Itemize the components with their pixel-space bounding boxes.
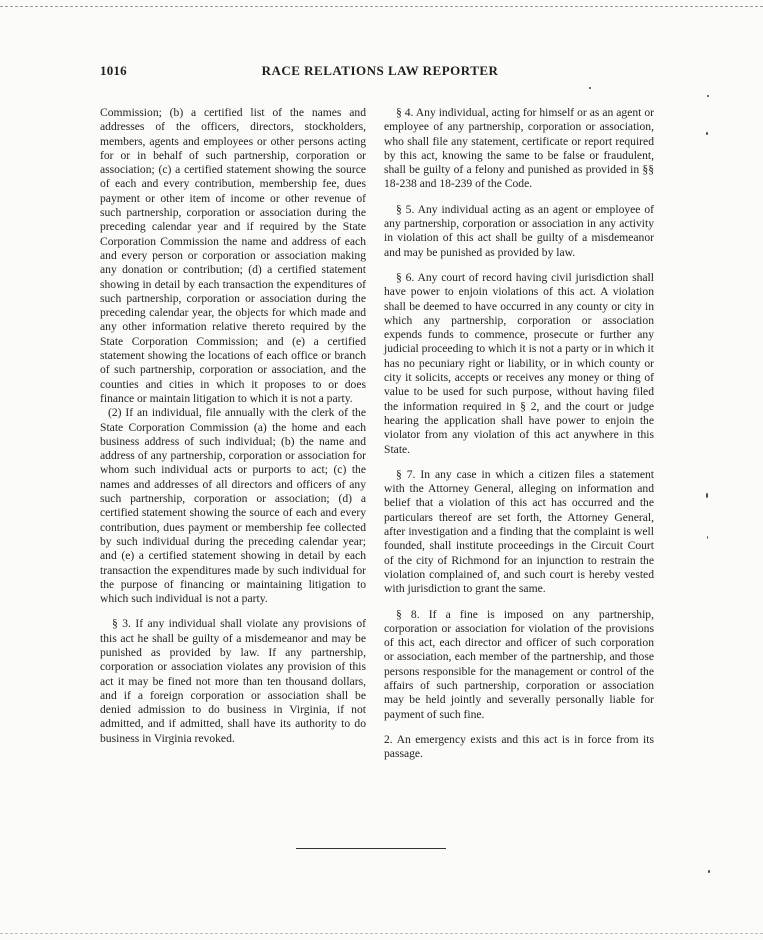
scan-speck: [707, 536, 708, 539]
scan-speck: [707, 95, 709, 97]
scan-speck: [589, 87, 591, 89]
running-head: RACE RELATIONS LAW REPORTER: [261, 63, 499, 78]
paragraph-section-4: § 4. Any individual, acting for himself or as an agent or employee of any partnership, corporation or association, who shall file any statement, certificate or report required by this act, knowing the same to be false or fraudulent, shall be guilty of a felony and punished as provided in §§ 18-238 and 18-239 of the Code.: [384, 106, 654, 191]
scan-edge-top: [0, 6, 763, 7]
paragraph-section-8: § 8. If a fine is imposed on any partnership, corporation or association for violation of the provisions of this act, each director and officer of such corporation or association, each member of the partnership, and those persons responsible for the management or control of the affairs of such partnership, corporation or association may be held jointly and severally personally liable for payment of such fine.: [384, 607, 654, 721]
scan-edge-bottom: [0, 933, 763, 934]
paragraph-section-5: § 5. Any individual acting as an agent or employee of any partnership, corporation or association in any activity in violation of this act shall be guilty of a misdemeanor and may be punished as provided by law.: [384, 202, 654, 259]
page-header: [100, 63, 660, 83]
paragraph-section-6: § 6. Any court of record having civil jurisdiction shall have power to enjoin violations of this act. A violation shall be deemed to have occurred in any county or city in which any partnership, corporation or association expends funds to commence, prosecute or further any judicial proceeding to which it is not a party or in which it has no pecuniary right or liability, or in which county or city it solicits, accepts or receives any money or thing of value to be used for such purpose, without having filed the information required in § 2, and the court or judge hearing the application shall have power to enjoin the violator from any violation of this act anywhere in this State.: [384, 270, 654, 456]
paragraph-item-2: (2) If an individual, file annually with the clerk of the State Corporation Commission (a) the home and each business address of such individual; (b) the name and address of any partnership, corporation or association for whom such individual acts or purports to act; (c) the names and addresses of all directors and officers of any such partnership, corporation or association; (d) a certified statement showing the source of each and every contribution, dues payment or membership fee collected by such individual during the preceding calendar year; and (e) a certified statement showing in detail by each transaction the expenditures made by such individual for the purpose of financing or maintaining litigation to which such individual is not a party.: [100, 406, 366, 606]
end-rule: [296, 848, 446, 849]
scan-speck: [706, 132, 708, 135]
paragraph-section-3: § 3. If any individual shall violate any provisions of this act he shall be guilty of a misdemeanor and may be punished as provided by law. If any partnership, corporation or association violates any provision of this act it may be fined not more than ten thousand dollars, and if a foreign corporation or association shall be denied admission to do business in Virginia, if not admitted, and if admitted, shall have its authority to do business in Virginia revoked.: [100, 617, 366, 745]
paragraph-emergency-clause: 2. An emergency exists and this act is in force from its passage.: [384, 732, 654, 761]
scan-speck: [706, 493, 708, 498]
paragraph-continued-section-2: Commission; (b) a certified list of the names and addresses of the officers, directors, stockholders, members, agents and employees or other persons acting for or in behalf of such partnership, corporation or association; (c) a certified statement showing the source of each and every contribution, membership fee, dues payment or other item of income or other revenue of such partnership, corporation or association during the preceding calendar year and if required by the State Corporation Commission the name and address of each and every person or corporation or association making any donation or contribution; (d) a certified statement showing in detail by each transaction the expenditures of such partnership, corporation or association during the preceding calendar year, the objects for which made and any other information relative thereto required by the State Corporation Commission; and (e) a certified statement showing the locations of each office or branch of such partnership, corporation or association, and the counties and cities in which it proposes to or does finance or maintain litigation to which it is not a party.: [100, 106, 366, 405]
page-number: 1016: [100, 63, 127, 78]
right-column: [384, 106, 654, 761]
paragraph-section-7: § 7. In any case in which a citizen files a statement with the Attorney General, alleging on information and belief that a violation of this act has occurred and the particulars thereof are set forth, the Attorney General, after investigation and a finding that the complaint is well founded, shall institute proceedings in the Circuit Court of the city of Richmond for an injunction to restrain the violation complained of, and such court is hereby vested with jurisdiction to grant the same.: [384, 467, 654, 596]
scan-speck: [708, 870, 710, 873]
left-column: [100, 106, 366, 746]
